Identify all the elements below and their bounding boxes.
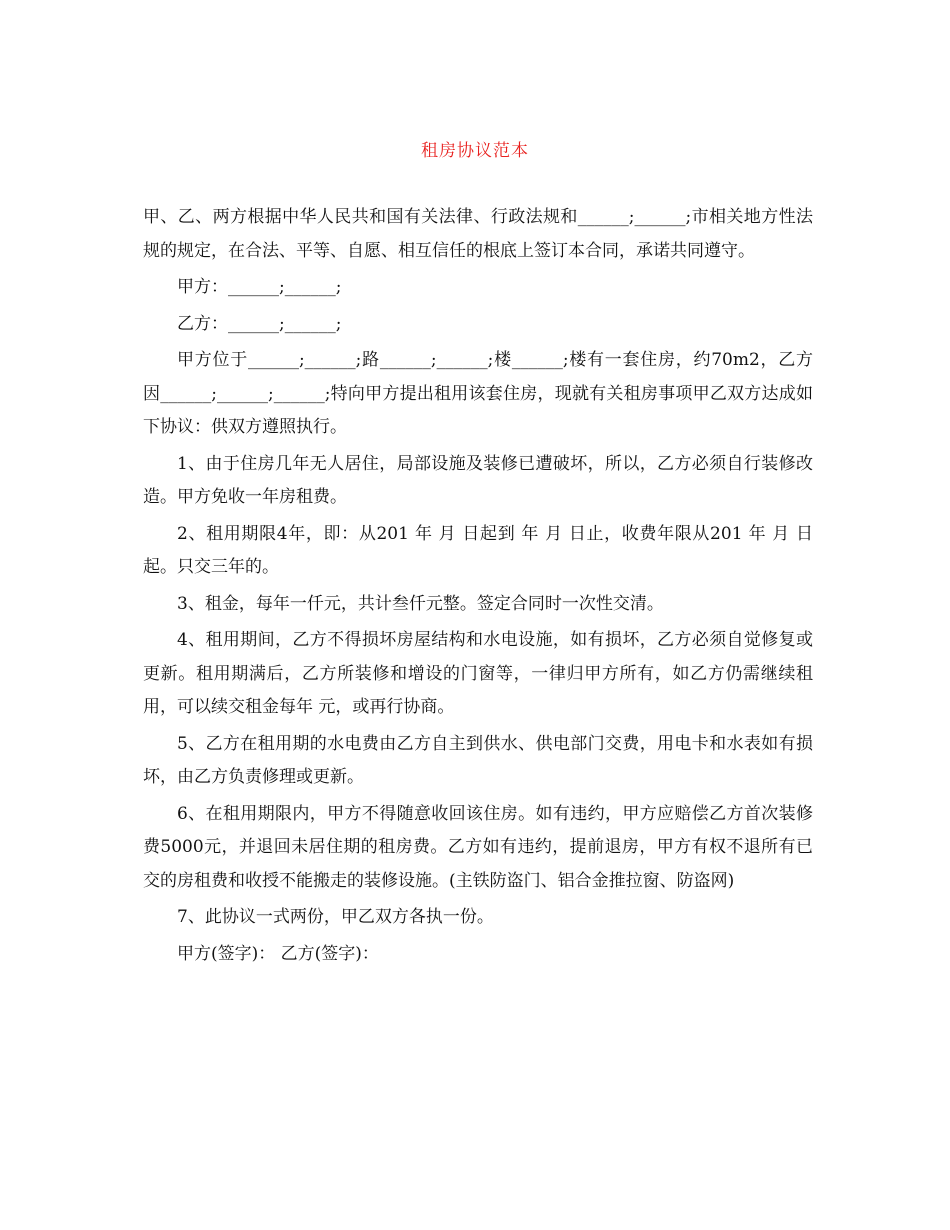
property-paragraph: 甲方位于______;______;路______;______;楼______;楼有一套住房，约70m2，乙方因______;______;______;特向甲方提出租用该套住房，现就有关租房事项甲乙双方达成如下协议：供双方遵照执行。 xyxy=(143,350,813,437)
clause-3: 3、租金，每年一仟元，共计叁仟元整。签定合同时一次性交清。 xyxy=(177,593,664,614)
signature-line: 甲方(签字)： 乙方(签字)： xyxy=(177,943,379,964)
document-body xyxy=(143,201,813,974)
intro-paragraph: 甲、乙、两方根据中华人民共和国有关法律、行政法规和______;______;市相关地方性法规的规定，在合法、平等、自愿、相互信任的根底上签订本合同，承诺共同遵守。 xyxy=(143,207,813,261)
clause-5: 5、乙方在租用期的水电费由乙方自主到供水、供电部门交费，用电卡和水表如有损坏，由乙方负责修理或更新。 xyxy=(143,733,813,787)
clause-4: 4、租用期间，乙方不得损坏房屋结构和水电设施，如有损坏，乙方必须自觉修复或更新。租用期满后，乙方所装修和增设的门窗等，一律归甲方所有，如乙方仍需继续租用，可以续交租金每年 元，或再行协商。 xyxy=(143,630,813,717)
clause-7: 7、此协议一式两份，甲乙双方各执一份。 xyxy=(177,907,494,927)
party-a-line: 甲方：______;______; xyxy=(177,277,342,297)
clause-6: 6、在租用期限内，甲方不得随意收回该住房。如有违约，甲方应赔偿乙方首次装修费5000元，并退回未居住期的租房费。乙方如有违约，提前退房，甲方有权不退所有已交的房租费和收授不能搬走的装修设施。(主铁防盗门、铝合金推拉窗、防盗网) xyxy=(143,803,813,891)
document-title: 租房协议范本 xyxy=(421,141,529,161)
clause-2: 2、租用期限4年，即：从201 年 月 日起到 年 月 日止，收费年限从201 年 月 日起。只交三年的。 xyxy=(143,523,813,577)
party-b-line: 乙方：______;______; xyxy=(177,313,342,334)
clause-1: 1、由于住房几年无人居住，局部设施及装修已遭破坏，所以，乙方必须自行装修改造。甲方免收一年房租费。 xyxy=(143,453,813,507)
